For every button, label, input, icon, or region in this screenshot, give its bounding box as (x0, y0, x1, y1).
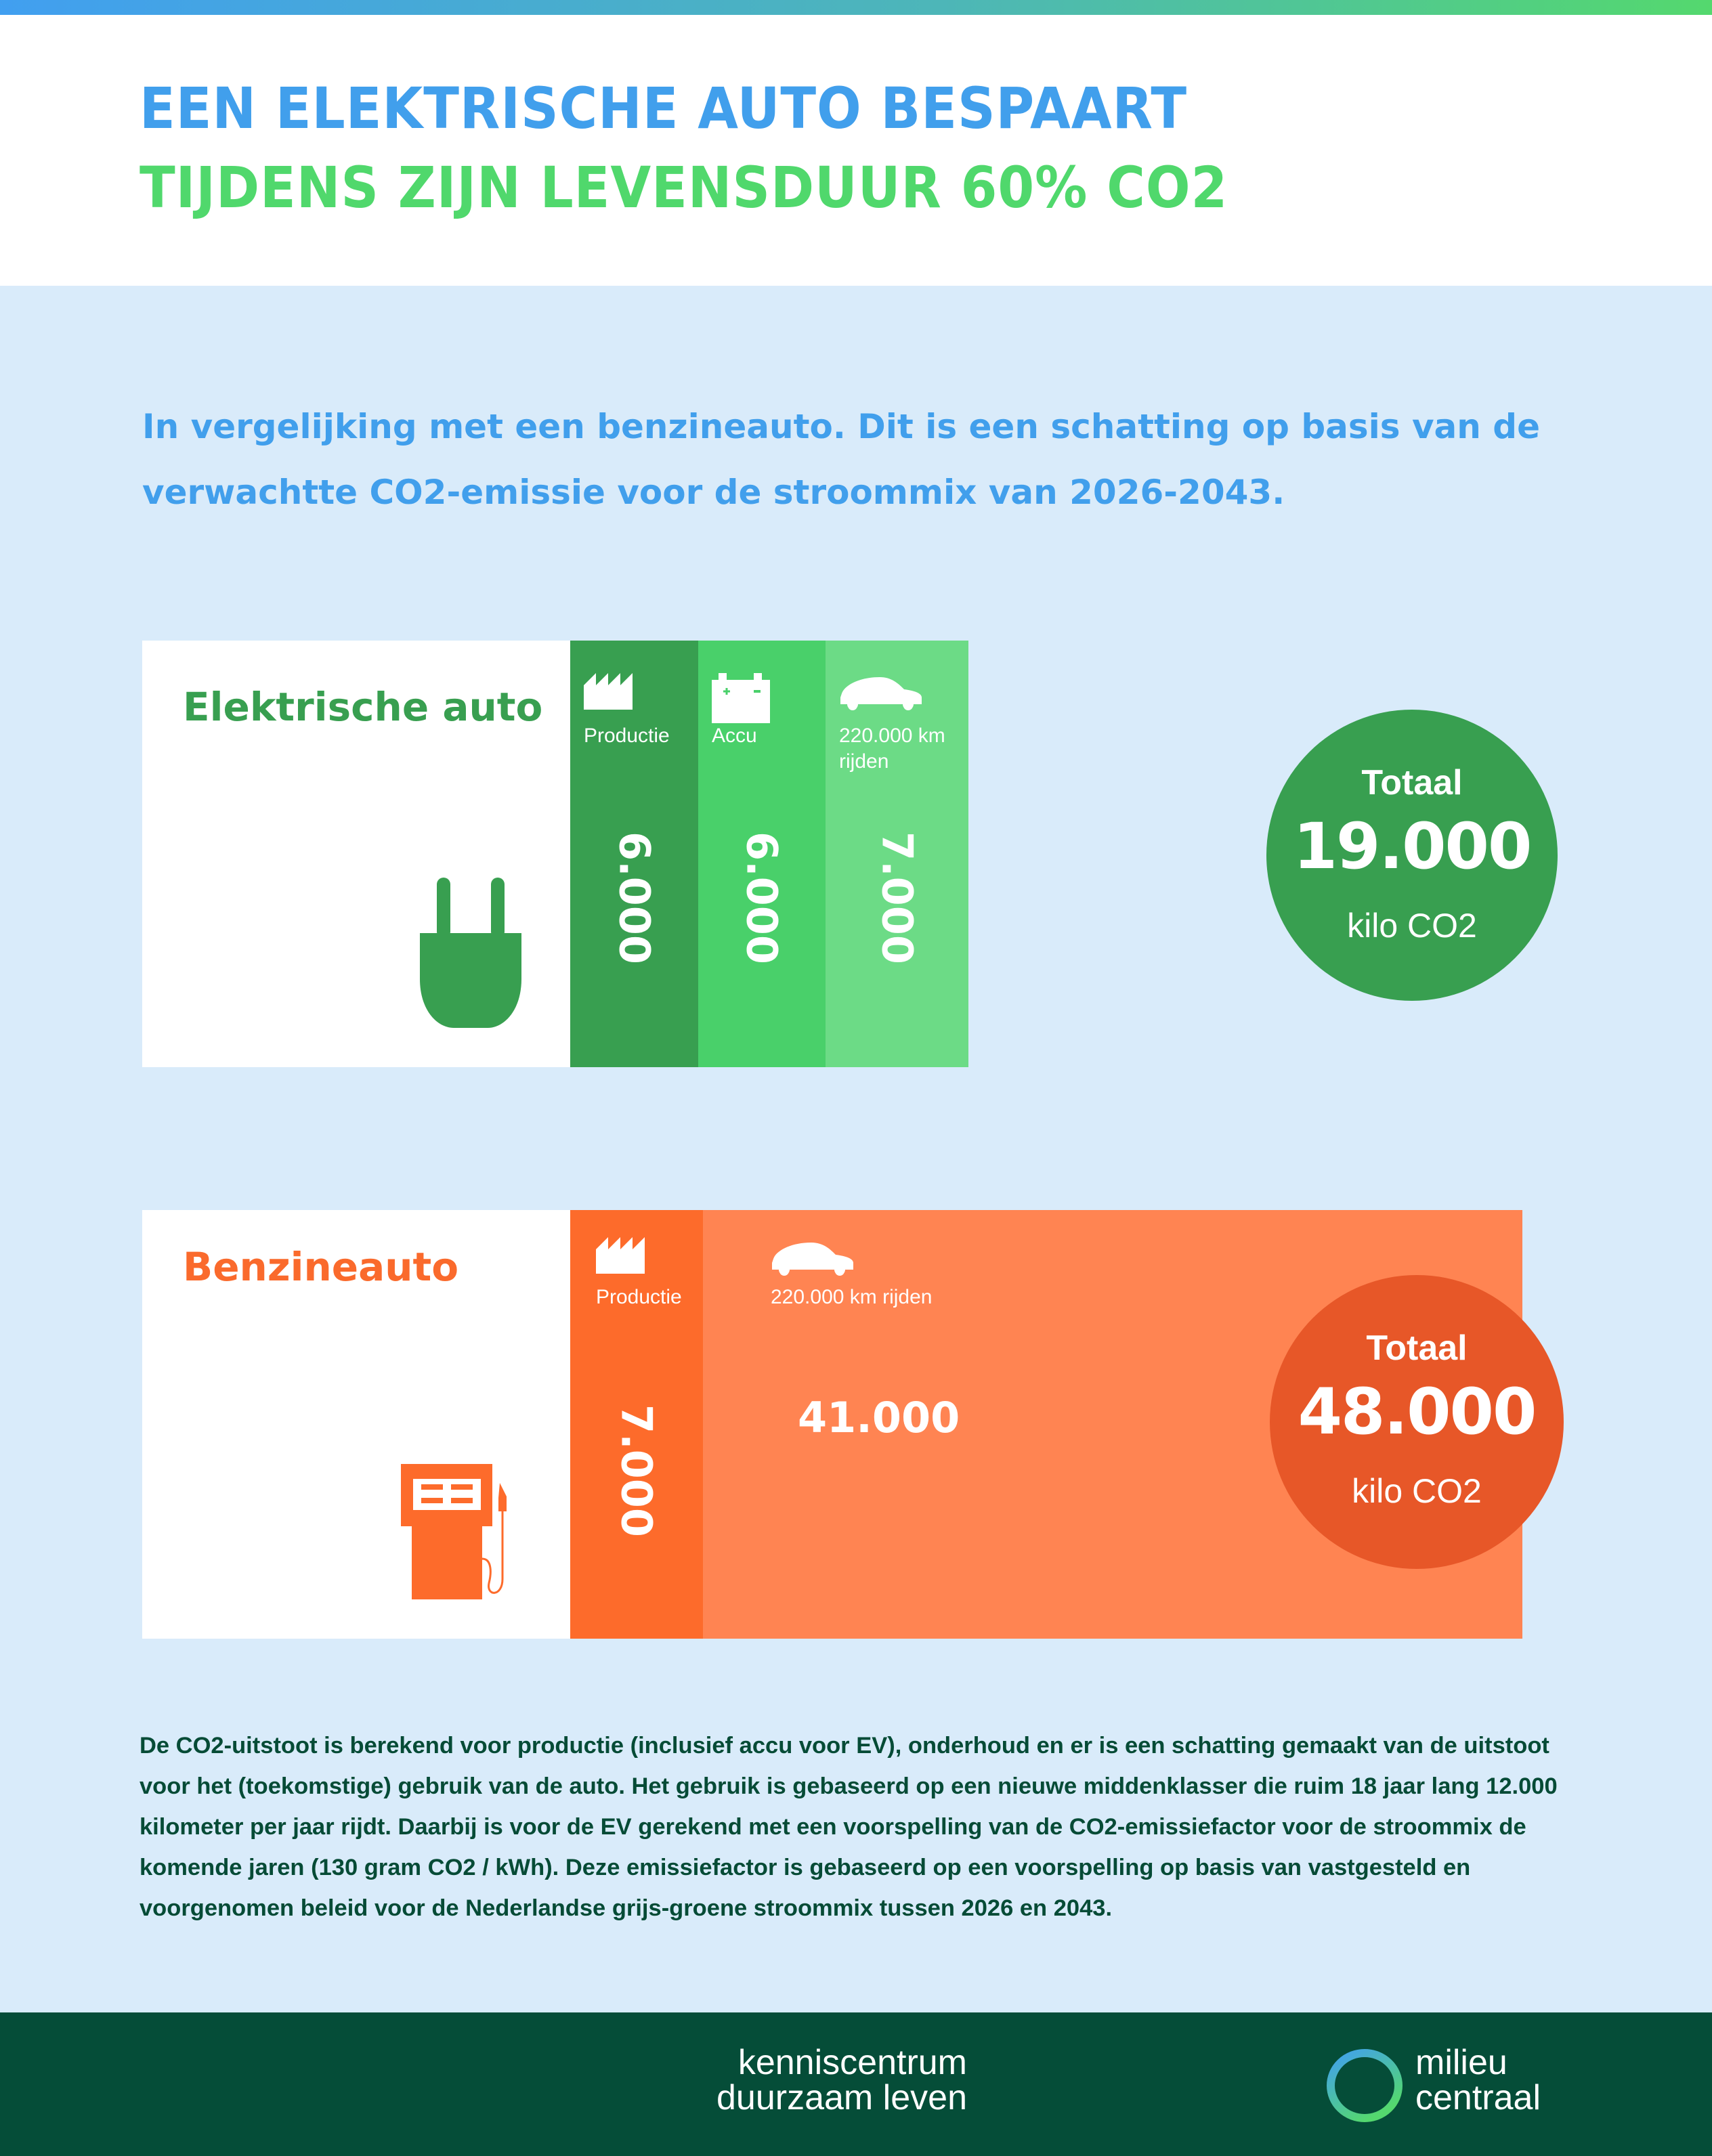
factory-icon (596, 1237, 658, 1274)
page-title-line1: EEN ELEKTRISCHE AUTO BESPAART (140, 75, 1188, 142)
logo-right-line1: milieu (1415, 2043, 1507, 2082)
top-gradient-bar (0, 0, 1712, 15)
ev-segment-productie (570, 641, 698, 1067)
petrol-car-label: Benzineauto (183, 1244, 459, 1290)
logo-text-right (1415, 2045, 1541, 2115)
logo-right-line2: centraal (1415, 2078, 1541, 2117)
subtitle: In vergelijking met een benzineauto. Dit is een schatting op basis van de verwachtte CO2-emissie voor de stroommix van 2026-2043. (142, 407, 1540, 512)
segment-value: 7.000 (872, 831, 922, 965)
battery-icon (712, 673, 770, 723)
milieu-centraal-ring-logo (1325, 2048, 1405, 2123)
fuel-pump-icon (401, 1464, 530, 1599)
segment-value: 7.000 (612, 1404, 662, 1538)
car-icon (771, 1238, 855, 1279)
total-unit: kilo CO2 (1347, 907, 1477, 945)
petrol-segment-productie (570, 1210, 703, 1639)
electric-car-card (142, 641, 968, 1067)
segment-value: 6.000 (609, 831, 659, 965)
methodology-footnote: De CO2-uitstoot is berekend voor productie (inclusief accu voor EV), onderhoud en er is een schatting gemaakt van de uitstoot voor het (toekomstige) gebruik van de auto. Het gebruik is gebaseerd op een nieuwe middenklasser die ruim 18 jaar lang 12.000 kilometer per jaar rijdt. Daarbij is voor de EV gerekend met een voorspelling van de CO2-emissiefactor voor de stroommix de komende jaren (130 gram CO2 / kWh). Deze emissiefactor is gebaseerd op een voorspelling op basis van vastgesteld en voorgenomen beleid voor de Nederlandse grijs-groene stroommix tussen 2026 en 2043. (140, 1733, 1558, 1921)
total-label: Totaal (1361, 763, 1463, 802)
total-value: 48.000 (1298, 1375, 1536, 1449)
electric-total-badge (1266, 710, 1558, 1001)
segment-label: Productie (584, 725, 670, 747)
segment-value: 6.000 (737, 831, 787, 965)
electric-car-label: Elektrische auto (183, 684, 543, 730)
page-title-line2: TIJDENS ZIJN LEVENSDUUR 60% CO2 (140, 154, 1228, 221)
logo-left-line2: duurzaam leven (716, 2078, 967, 2117)
plug-icon (420, 878, 521, 1028)
petrol-total-badge (1270, 1275, 1564, 1569)
header (0, 15, 1712, 286)
ev-segment-rijden (826, 641, 968, 1067)
logo-left-line1: kenniscentrum (737, 2043, 967, 2082)
car-icon (839, 673, 923, 714)
total-value: 19.000 (1293, 810, 1531, 884)
factory-icon (584, 673, 646, 710)
total-unit: kilo CO2 (1352, 1472, 1482, 1510)
footer (0, 2012, 1712, 2156)
segment-label: 220.000 km rijden (839, 725, 945, 773)
segment-value: 41.000 (798, 1393, 960, 1442)
segment-label: Productie (596, 1286, 682, 1308)
total-label: Totaal (1366, 1329, 1468, 1368)
segment-label: 220.000 km rijden (771, 1286, 933, 1308)
segment-label: Accu (712, 725, 757, 747)
logo-text-left (716, 2045, 967, 2115)
ev-segment-accu (698, 641, 826, 1067)
